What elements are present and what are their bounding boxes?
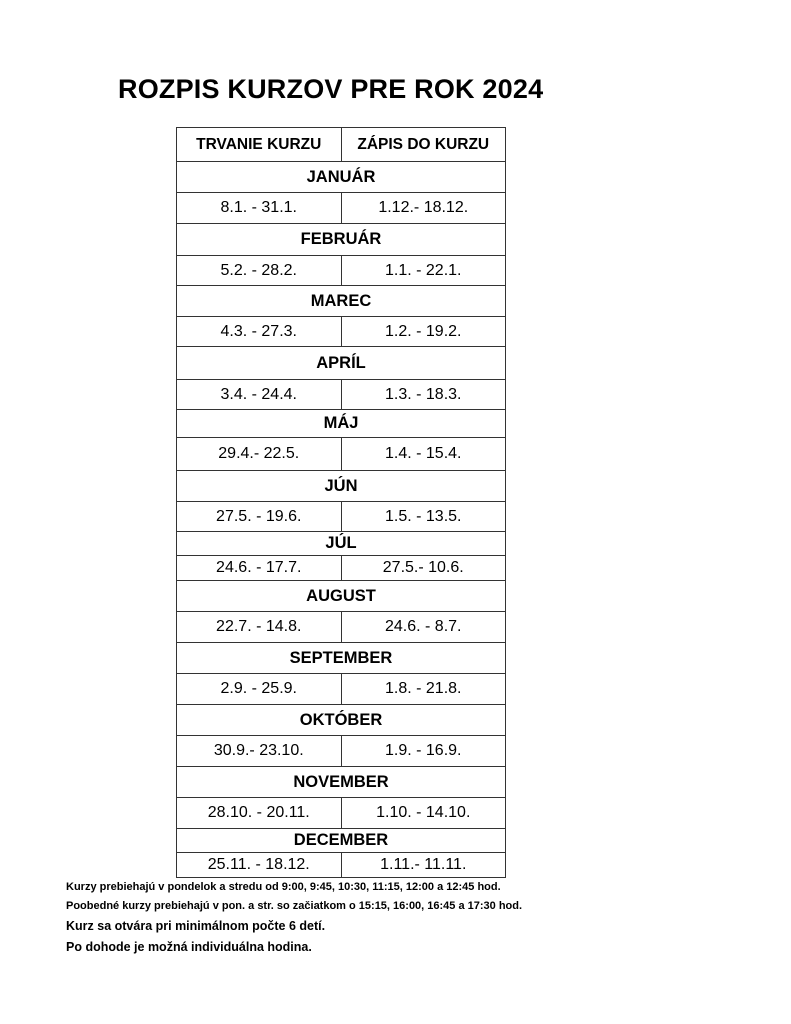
- month-name: FEBRUÁR: [177, 224, 506, 256]
- dates-row: [177, 502, 506, 532]
- month-name: AUGUST: [177, 581, 506, 612]
- duration-cell: 27.5. - 19.6.: [177, 502, 342, 532]
- month-row: [177, 705, 506, 736]
- month-row: [177, 532, 506, 556]
- dates-row: [177, 193, 506, 224]
- dates-row: [177, 674, 506, 705]
- enrollment-cell: 1.2. - 19.2.: [341, 317, 506, 347]
- note-schedule-morning: Kurzy prebiehajú v pondelok a stredu od 9:00, 9:45, 10:30, 11:15, 12:00 a 12:45 hod.: [66, 881, 501, 893]
- enrollment-cell: 1.3. - 18.3.: [341, 380, 506, 410]
- enrollment-cell: 1.5. - 13.5.: [341, 502, 506, 532]
- month-row: [177, 162, 506, 193]
- dates-row: [177, 438, 506, 471]
- enrollment-cell: 1.4. - 15.4.: [341, 438, 506, 471]
- header-duration: TRVANIE KURZU: [177, 128, 342, 162]
- duration-cell: 29.4.- 22.5.: [177, 438, 342, 471]
- month-name: DECEMBER: [177, 829, 506, 853]
- enrollment-cell: 1.9. - 16.9.: [341, 736, 506, 767]
- duration-cell: 28.10. - 20.11.: [177, 798, 342, 829]
- dates-row: [177, 853, 506, 878]
- month-name: NOVEMBER: [177, 767, 506, 798]
- notes-section: [66, 878, 522, 958]
- month-row: [177, 224, 506, 256]
- enrollment-cell: 24.6. - 8.7.: [341, 612, 506, 643]
- duration-cell: 4.3. - 27.3.: [177, 317, 342, 347]
- month-name: MAREC: [177, 286, 506, 317]
- enrollment-cell: 1.8. - 21.8.: [341, 674, 506, 705]
- dates-row: [177, 798, 506, 829]
- month-name: JÚL: [177, 532, 506, 556]
- duration-cell: 5.2. - 28.2.: [177, 256, 342, 286]
- month-row: [177, 410, 506, 438]
- month-row: [177, 581, 506, 612]
- month-name: MÁJ: [177, 410, 506, 438]
- month-name: APRÍL: [177, 347, 506, 380]
- duration-cell: 3.4. - 24.4.: [177, 380, 342, 410]
- dates-row: [177, 380, 506, 410]
- month-row: [177, 767, 506, 798]
- enrollment-cell: 1.10. - 14.10.: [341, 798, 506, 829]
- month-name: JÚN: [177, 471, 506, 502]
- duration-cell: 30.9.- 23.10.: [177, 736, 342, 767]
- month-name: SEPTEMBER: [177, 643, 506, 674]
- enrollment-cell: 1.11.- 11.11.: [341, 853, 506, 878]
- dates-row: [177, 556, 506, 581]
- schedule-table: [176, 127, 506, 878]
- duration-cell: 8.1. - 31.1.: [177, 193, 342, 224]
- page-title: ROZPIS KURZOV PRE ROK 2024: [118, 74, 544, 104]
- duration-cell: 22.7. - 14.8.: [177, 612, 342, 643]
- dates-row: [177, 317, 506, 347]
- enrollment-cell: 27.5.- 10.6.: [341, 556, 506, 581]
- month-name: JANUÁR: [177, 162, 506, 193]
- note-schedule-afternoon: Poobedné kurzy prebiehajú v pon. a str. so začiatkom o 15:15, 16:00, 16:45 a 17:30 hod.: [66, 900, 523, 912]
- duration-cell: 24.6. - 17.7.: [177, 556, 342, 581]
- month-row: [177, 347, 506, 380]
- dates-row: [177, 612, 506, 643]
- month-name: OKTÓBER: [177, 705, 506, 736]
- enrollment-cell: 1.12.- 18.12.: [341, 193, 506, 224]
- dates-row: [177, 736, 506, 767]
- month-row: [177, 643, 506, 674]
- duration-cell: 25.11. - 18.12.: [177, 853, 342, 878]
- note-minimum-children: Kurz sa otvára pri minimálnom počte 6 detí.: [66, 919, 326, 933]
- duration-cell: 2.9. - 25.9.: [177, 674, 342, 705]
- header-enrollment: ZÁPIS DO KURZU: [341, 128, 506, 162]
- month-row: [177, 829, 506, 853]
- month-row: [177, 471, 506, 502]
- month-row: [177, 286, 506, 317]
- note-individual-lesson: Po dohode je možná individuálna hodina.: [66, 940, 312, 954]
- dates-row: [177, 256, 506, 286]
- table-header-row: [177, 128, 506, 162]
- enrollment-cell: 1.1. - 22.1.: [341, 256, 506, 286]
